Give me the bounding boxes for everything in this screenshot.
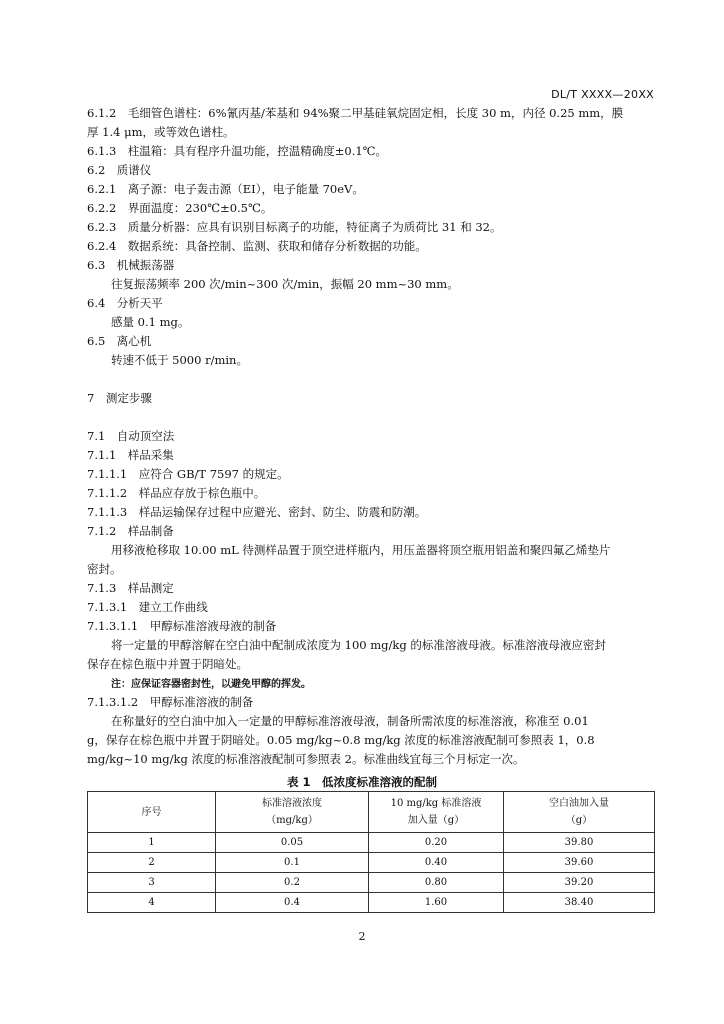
text-line: 厚 1.4 μm，或等效色谱柱。 [87, 125, 235, 139]
text-line: 7.1.3.1 建立工作曲线 [87, 600, 208, 614]
table-cell: 0.80 [369, 873, 504, 893]
table-cell: 4 [88, 893, 216, 913]
page-number: 2 [358, 930, 366, 943]
text-line: 将一定量的甲醇溶解在空白油中配制成浓度为 100 mg/kg 的标准溶液母液。标准溶液母液应密封 [111, 638, 606, 652]
header-index: 序号 [88, 792, 216, 833]
text-line: 6.2.1 离子源：电子轰击源（EI），电子能量 70eV。 [87, 182, 364, 196]
text-line: 7.1.3.1.1 甲醇标准溶液母液的制备 [87, 619, 277, 633]
header-blank-oil-amount: 空白油加入量 （g） [504, 792, 655, 833]
text-line: g，保存在棕色瓶中并置于阴暗处。0.05 mg/kg~0.8 mg/kg 浓度的标准溶液配制可参照表 1，0.8 [87, 733, 595, 747]
table-cell: 2 [88, 853, 216, 873]
document-code-header: DL/T XXXX—20XX [551, 88, 654, 101]
note-line: 注：应保证容器密封性，以避免甲醇的挥发。 [111, 679, 311, 690]
text-line: 7.1.1.2 样品应存放于棕色瓶中。 [87, 486, 266, 500]
table-cell: 3 [88, 873, 216, 893]
text-line: 6.5 离心机 [87, 334, 152, 348]
table-header-row [88, 792, 655, 833]
text-line: 7.1.2 样品制备 [87, 524, 174, 538]
text-line: 7.1.1.1 应符合 GB/T 7597 的规定。 [87, 467, 289, 481]
table-row [88, 873, 655, 893]
table-row [88, 893, 655, 913]
table-cell: 0.20 [369, 833, 504, 853]
table-row [88, 853, 655, 873]
text-line: 感量 0.1 mg。 [111, 315, 190, 329]
text-line: 密封。 [87, 562, 122, 576]
table-row [88, 833, 655, 853]
table-cell: 38.40 [504, 893, 655, 913]
table-cell: 39.80 [504, 833, 655, 853]
text-line: 6.2 质谱仪 [87, 163, 152, 177]
text-line: 6.4 分析天平 [87, 296, 163, 310]
text-line: 7.1.1 样品采集 [87, 448, 174, 462]
text-line: 7.1 自动顶空法 [87, 429, 175, 443]
text-line: 转速不低于 5000 r/min。 [111, 353, 248, 367]
table-cell: 39.20 [504, 873, 655, 893]
table-cell: 1.60 [369, 893, 504, 913]
text-line: 7.1.3.1.2 甲醇标准溶液的制备 [87, 695, 254, 709]
table-cell: 39.60 [504, 853, 655, 873]
header-concentration: 标准溶液浓度 （mg/kg） [216, 792, 369, 833]
text-line: 7.1.3 样品测定 [87, 581, 174, 595]
text-line: 往复振荡频率 200 次/min~300 次/min，振幅 20 mm~30 mm。 [111, 277, 459, 291]
text-line: 6.1.2 毛细管色谱柱：6%氰丙基/苯基和 94%聚二甲基硅氧烷固定相，长度 30 m，内径 0.25 mm，膜 [87, 106, 624, 120]
table-cell: 0.05 [216, 833, 369, 853]
text-line: 用移液枪移取 10.00 mL 待测样品置于顶空进样瓶内，用压盖器将顶空瓶用铝盖和聚四氟乙烯垫片 [111, 543, 611, 557]
text-line: mg/kg~10 mg/kg 浓度的标准溶液配制可参照表 2。标准曲线宜每三个月标定一次。 [87, 752, 525, 766]
text-line: 6.2.3 质量分析器：应具有识别目标离子的功能，特征离子为质荷比 31 和 32。 [87, 220, 502, 234]
table-cell: 0.2 [216, 873, 369, 893]
table-cell: 1 [88, 833, 216, 853]
text-line: 6.2.2 界面温度：230℃±0.5℃。 [87, 201, 273, 215]
table-cell: 0.40 [369, 853, 504, 873]
text-line: 保存在棕色瓶中并置于阴暗处。 [87, 657, 248, 671]
table-caption: 表 1 低浓度标准溶液的配制 [286, 775, 437, 789]
header-stock-amount: 10 mg/kg 标准溶液 加入量（g） [369, 792, 504, 833]
standard-solution-table [87, 791, 655, 913]
text-line: 6.1.3 柱温箱：具有程序升温功能，控温精确度±0.1℃。 [87, 144, 388, 158]
text-line: 7.1.1.3 样品运输保存过程中应避光、密封、防尘、防震和防潮。 [87, 505, 427, 519]
table-cell: 0.4 [216, 893, 369, 913]
text-line: 6.3 机械振荡器 [87, 258, 175, 272]
text-line: 6.2.4 数据系统：具备控制、监测、获取和储存分析数据的功能。 [87, 239, 427, 253]
table-cell: 0.1 [216, 853, 369, 873]
text-line: 7 测定步骤 [87, 391, 152, 405]
text-line: 在称量好的空白油中加入一定量的甲醇标准溶液母液，制备所需浓度的标准溶液，称准至 0.01 [111, 714, 589, 728]
